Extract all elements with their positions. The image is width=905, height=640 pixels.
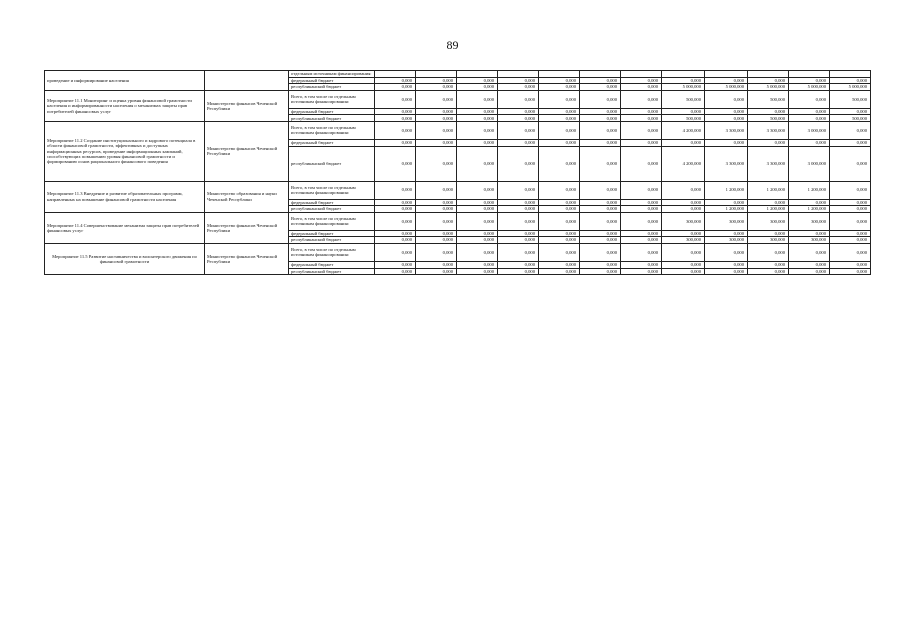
value-cell: 0,000 <box>705 199 748 206</box>
value-cell: 0,000 <box>375 108 416 115</box>
value-cell: 0,000 <box>621 199 662 206</box>
value-cell: 0,000 <box>498 121 539 139</box>
value-cell: 500,000 <box>830 115 871 122</box>
value-cell: 0,000 <box>375 237 416 244</box>
funding-source-cell: федеральный бюджет <box>289 199 375 206</box>
value-cell: 0,000 <box>580 199 621 206</box>
funding-source-cell: республиканский бюджет <box>289 115 375 122</box>
value-cell: 0,000 <box>416 121 457 139</box>
budget-table <box>44 70 871 275</box>
value-cell: 0,000 <box>416 206 457 213</box>
value-cell: 0,000 <box>375 268 416 275</box>
value-cell: 1 200,000 <box>705 206 748 213</box>
value-cell: 0,000 <box>580 181 621 199</box>
value-cell: 0,000 <box>375 206 416 213</box>
measure-cell: проведение и информирование населения <box>45 71 205 91</box>
organization-cell: Министерство финансов Чеченской Республики <box>205 243 289 274</box>
value-cell: 0,000 <box>375 181 416 199</box>
page-number: 89 <box>446 38 459 52</box>
value-cell: 0,000 <box>498 261 539 268</box>
value-cell: 0,000 <box>457 212 498 230</box>
value-cell: 0,000 <box>539 261 580 268</box>
table-row <box>45 181 871 199</box>
value-cell: 0,000 <box>662 268 705 275</box>
value-cell: 0,000 <box>830 212 871 230</box>
value-cell: 0,000 <box>416 199 457 206</box>
value-cell: 0,000 <box>621 206 662 213</box>
value-cell: 0,000 <box>539 77 580 84</box>
value-cell: 0,000 <box>457 108 498 115</box>
value-cell: 500,000 <box>748 115 789 122</box>
funding-source-cell: республиканский бюджет <box>289 146 375 181</box>
value-cell: 0,000 <box>580 139 621 146</box>
value-cell: 0,000 <box>621 108 662 115</box>
value-cell: 0,000 <box>539 84 580 91</box>
value-cell: 500,000 <box>748 90 789 108</box>
value-cell: 0,000 <box>416 146 457 181</box>
value-cell: 0,000 <box>539 212 580 230</box>
funding-source-cell: республиканский бюджет <box>289 268 375 275</box>
value-cell: 0,000 <box>705 90 748 108</box>
value-cell: 0,000 <box>539 146 580 181</box>
value-cell: 0,000 <box>830 230 871 237</box>
value-cell: 3 300,000 <box>748 146 789 181</box>
value-cell: 300,000 <box>662 212 705 230</box>
funding-source-cell: федеральный бюджет <box>289 139 375 146</box>
value-cell: 0,000 <box>789 139 830 146</box>
organization-cell: Министерство финансов Чеченской Республики <box>205 90 289 121</box>
measure-cell: Мероприятие 11.1 Мониторинг и оценка уровня финансовой грамотности населения и информированности населения о механизмах защиты прав потребителей финансовых услуг <box>45 90 205 121</box>
value-cell: 0,000 <box>457 115 498 122</box>
funding-source-cell: Всего, в том числе по отдельным источникам финансирования: <box>289 121 375 139</box>
value-cell: 0,000 <box>375 77 416 84</box>
organization-cell: Министерство финансов Чеченской Республики <box>205 212 289 243</box>
value-cell: 0,000 <box>457 237 498 244</box>
value-cell: 0,000 <box>539 115 580 122</box>
value-cell: 0,000 <box>621 243 662 261</box>
value-cell: 5 000,000 <box>705 84 748 91</box>
value-cell: 0,000 <box>830 146 871 181</box>
value-cell <box>416 71 457 78</box>
value-cell: 0,000 <box>621 212 662 230</box>
value-cell <box>375 71 416 78</box>
funding-source-cell: Всего, в том числе по отдельным источникам финансирования: <box>289 212 375 230</box>
value-cell: 0,000 <box>539 139 580 146</box>
value-cell: 0,000 <box>830 206 871 213</box>
value-cell: 0,000 <box>457 181 498 199</box>
funding-source-cell: федеральный бюджет <box>289 261 375 268</box>
value-cell: 0,000 <box>830 181 871 199</box>
table-row <box>45 212 871 230</box>
value-cell: 0,000 <box>748 77 789 84</box>
value-cell: 0,000 <box>375 261 416 268</box>
value-cell <box>498 71 539 78</box>
value-cell: 0,000 <box>705 230 748 237</box>
value-cell: 0,000 <box>416 237 457 244</box>
value-cell: 0,000 <box>748 268 789 275</box>
value-cell: 0,000 <box>662 243 705 261</box>
value-cell: 0,000 <box>375 90 416 108</box>
value-cell: 0,000 <box>539 199 580 206</box>
value-cell: 0,000 <box>705 243 748 261</box>
value-cell: 0,000 <box>830 243 871 261</box>
measure-cell: Мероприятие 11.3 Внедрение и развитие образовательных программ, направленных на повышение финансовой грамотности населения <box>45 181 205 212</box>
value-cell: 0,000 <box>539 268 580 275</box>
value-cell: 0,000 <box>457 199 498 206</box>
value-cell: 300,000 <box>705 212 748 230</box>
value-cell: 3 300,000 <box>705 146 748 181</box>
value-cell: 0,000 <box>416 261 457 268</box>
value-cell <box>457 71 498 78</box>
value-cell: 0,000 <box>580 84 621 91</box>
value-cell: 0,000 <box>580 212 621 230</box>
value-cell: 0,000 <box>662 230 705 237</box>
value-cell: 0,000 <box>375 199 416 206</box>
value-cell: 3 000,000 <box>789 121 830 139</box>
value-cell: 300,000 <box>789 212 830 230</box>
value-cell: 0,000 <box>498 84 539 91</box>
value-cell <box>748 71 789 78</box>
value-cell: 1 200,000 <box>748 181 789 199</box>
value-cell: 4 200,000 <box>662 146 705 181</box>
value-cell: 0,000 <box>662 108 705 115</box>
value-cell: 0,000 <box>539 181 580 199</box>
table-row <box>45 71 871 78</box>
value-cell: 0,000 <box>457 230 498 237</box>
value-cell: 0,000 <box>375 115 416 122</box>
value-cell: 1 200,000 <box>789 181 830 199</box>
funding-source-cell: Всего, в том числе по отдельным источникам финансирования: <box>289 181 375 199</box>
value-cell <box>705 71 748 78</box>
table-row <box>45 243 871 261</box>
table-row <box>45 121 871 139</box>
budget-table-body <box>45 71 871 275</box>
value-cell: 0,000 <box>621 230 662 237</box>
value-cell: 500,000 <box>830 90 871 108</box>
value-cell: 0,000 <box>621 77 662 84</box>
value-cell: 0,000 <box>498 230 539 237</box>
value-cell: 0,000 <box>789 115 830 122</box>
value-cell: 0,000 <box>498 139 539 146</box>
value-cell: 300,000 <box>705 237 748 244</box>
value-cell: 0,000 <box>457 84 498 91</box>
value-cell: 0,000 <box>580 121 621 139</box>
value-cell: 500,000 <box>662 115 705 122</box>
value-cell: 0,000 <box>621 115 662 122</box>
value-cell: 0,000 <box>498 206 539 213</box>
value-cell: 0,000 <box>416 84 457 91</box>
value-cell: 0,000 <box>621 90 662 108</box>
value-cell: 0,000 <box>539 243 580 261</box>
value-cell: 0,000 <box>580 90 621 108</box>
value-cell: 0,000 <box>457 243 498 261</box>
value-cell: 0,000 <box>748 139 789 146</box>
funding-source-cell: федеральный бюджет <box>289 230 375 237</box>
value-cell: 0,000 <box>416 108 457 115</box>
value-cell: 0,000 <box>830 77 871 84</box>
value-cell: 0,000 <box>498 181 539 199</box>
value-cell: 0,000 <box>498 146 539 181</box>
funding-source-cell: республиканский бюджет <box>289 84 375 91</box>
value-cell: 0,000 <box>830 199 871 206</box>
value-cell <box>789 71 830 78</box>
value-cell: 0,000 <box>830 237 871 244</box>
value-cell: 0,000 <box>416 243 457 261</box>
value-cell: 0,000 <box>830 121 871 139</box>
value-cell: 0,000 <box>789 268 830 275</box>
value-cell: 0,000 <box>498 108 539 115</box>
value-cell: 0,000 <box>830 261 871 268</box>
value-cell: 0,000 <box>789 108 830 115</box>
value-cell: 3 300,000 <box>748 121 789 139</box>
value-cell: 0,000 <box>375 84 416 91</box>
value-cell: 0,000 <box>580 77 621 84</box>
value-cell: 0,000 <box>457 121 498 139</box>
value-cell: 0,000 <box>789 243 830 261</box>
value-cell: 0,000 <box>662 139 705 146</box>
value-cell: 300,000 <box>748 212 789 230</box>
value-cell: 0,000 <box>498 237 539 244</box>
value-cell: 0,000 <box>705 139 748 146</box>
funding-source-cell: Всего, в том числе по отдельным источникам финансирования: <box>289 90 375 108</box>
value-cell: 0,000 <box>375 146 416 181</box>
value-cell: 0,000 <box>375 139 416 146</box>
funding-source-cell: республиканский бюджет <box>289 237 375 244</box>
value-cell: 0,000 <box>789 230 830 237</box>
value-cell: 0,000 <box>498 199 539 206</box>
measure-cell: Мероприятие 11.5 Развитие наставничества и волонтерского движения по финансовой грамотности <box>45 243 205 274</box>
value-cell: 0,000 <box>662 261 705 268</box>
value-cell: 1 200,000 <box>705 181 748 199</box>
value-cell: 0,000 <box>375 243 416 261</box>
value-cell <box>830 71 871 78</box>
value-cell: 300,000 <box>789 237 830 244</box>
value-cell: 0,000 <box>621 237 662 244</box>
value-cell <box>662 71 705 78</box>
value-cell: 0,000 <box>621 181 662 199</box>
value-cell: 0,000 <box>498 212 539 230</box>
value-cell <box>580 71 621 78</box>
organization-cell <box>205 71 289 91</box>
value-cell: 0,000 <box>580 108 621 115</box>
measure-cell: Мероприятие 11.4 Совершенствование механизма защиты прав потребителей финансовых услуг <box>45 212 205 243</box>
value-cell: 300,000 <box>748 237 789 244</box>
value-cell: 0,000 <box>748 230 789 237</box>
value-cell: 0,000 <box>539 108 580 115</box>
value-cell: 0,000 <box>457 90 498 108</box>
value-cell: 0,000 <box>705 108 748 115</box>
value-cell: 0,000 <box>748 108 789 115</box>
value-cell: 0,000 <box>498 77 539 84</box>
value-cell: 0,000 <box>457 77 498 84</box>
value-cell: 0,000 <box>748 199 789 206</box>
value-cell: 0,000 <box>705 77 748 84</box>
value-cell: 0,000 <box>375 230 416 237</box>
value-cell: 0,000 <box>416 90 457 108</box>
value-cell: 0,000 <box>498 268 539 275</box>
value-cell: 0,000 <box>705 115 748 122</box>
value-cell: 0,000 <box>539 230 580 237</box>
value-cell: 0,000 <box>662 206 705 213</box>
value-cell: 0,000 <box>621 139 662 146</box>
value-cell: 0,000 <box>748 243 789 261</box>
value-cell: 0,000 <box>580 237 621 244</box>
value-cell <box>621 71 662 78</box>
value-cell: 500,000 <box>662 90 705 108</box>
value-cell: 0,000 <box>830 268 871 275</box>
value-cell: 5 000,000 <box>662 84 705 91</box>
value-cell: 0,000 <box>621 146 662 181</box>
value-cell: 0,000 <box>375 212 416 230</box>
organization-cell: Министерство финансов Чеченской Республики <box>205 121 289 181</box>
value-cell: 0,000 <box>539 121 580 139</box>
organization-cell: Министерство образования и науки Чеченской Республики <box>205 181 289 212</box>
value-cell: 4 200,000 <box>662 121 705 139</box>
value-cell: 0,000 <box>830 108 871 115</box>
value-cell: 3 300,000 <box>705 121 748 139</box>
value-cell: 0,000 <box>830 139 871 146</box>
value-cell: 5 000,000 <box>830 84 871 91</box>
value-cell: 0,000 <box>457 206 498 213</box>
value-cell: 0,000 <box>621 268 662 275</box>
value-cell: 0,000 <box>580 261 621 268</box>
value-cell: 0,000 <box>789 199 830 206</box>
funding-source-cell: Всего, в том числе по отдельным источникам финансирования: <box>289 243 375 261</box>
value-cell: 0,000 <box>539 237 580 244</box>
value-cell: 0,000 <box>457 139 498 146</box>
value-cell: 0,000 <box>416 268 457 275</box>
value-cell: 1 200,000 <box>789 206 830 213</box>
value-cell <box>539 71 580 78</box>
value-cell: 0,000 <box>457 146 498 181</box>
value-cell: 0,000 <box>621 261 662 268</box>
value-cell: 0,000 <box>416 77 457 84</box>
value-cell: 0,000 <box>416 139 457 146</box>
value-cell: 0,000 <box>416 230 457 237</box>
value-cell: 0,000 <box>416 212 457 230</box>
value-cell: 1 200,000 <box>748 206 789 213</box>
funding-source-cell: федеральный бюджет <box>289 108 375 115</box>
value-cell: 0,000 <box>580 230 621 237</box>
value-cell: 0,000 <box>580 206 621 213</box>
value-cell: 0,000 <box>416 181 457 199</box>
value-cell: 0,000 <box>705 268 748 275</box>
value-cell: 0,000 <box>539 206 580 213</box>
funding-source-cell: республиканский бюджет <box>289 206 375 213</box>
value-cell: 300,000 <box>662 237 705 244</box>
value-cell: 0,000 <box>580 268 621 275</box>
value-cell: 0,000 <box>789 90 830 108</box>
value-cell: 3 000,000 <box>789 146 830 181</box>
value-cell: 0,000 <box>498 90 539 108</box>
value-cell: 5 000,000 <box>789 84 830 91</box>
value-cell: 0,000 <box>457 268 498 275</box>
value-cell: 0,000 <box>662 77 705 84</box>
value-cell: 0,000 <box>789 261 830 268</box>
value-cell: 0,000 <box>621 121 662 139</box>
value-cell: 0,000 <box>748 261 789 268</box>
funding-source-cell: федеральный бюджет <box>289 77 375 84</box>
value-cell: 0,000 <box>580 115 621 122</box>
value-cell: 0,000 <box>662 181 705 199</box>
value-cell: 5 000,000 <box>748 84 789 91</box>
value-cell: 0,000 <box>662 199 705 206</box>
value-cell: 0,000 <box>539 90 580 108</box>
value-cell: 0,000 <box>457 261 498 268</box>
value-cell: 0,000 <box>416 115 457 122</box>
value-cell: 0,000 <box>375 121 416 139</box>
value-cell: 0,000 <box>498 243 539 261</box>
value-cell: 0,000 <box>621 84 662 91</box>
measure-cell: Мероприятие 11.2 Создание институционального и кадрового потенциала в области финансовой грамотности, эффективных и доступных информационных ресурсов, проведение информационных кампаний, способствующих повышению уровня финансовой грамотности и формированию основ рационального финансового поведения <box>45 121 205 181</box>
value-cell: 0,000 <box>789 77 830 84</box>
value-cell: 0,000 <box>705 261 748 268</box>
value-cell: 0,000 <box>498 115 539 122</box>
funding-source-cell: отдельным источникам финансирования: <box>289 71 375 78</box>
value-cell: 0,000 <box>580 146 621 181</box>
table-row <box>45 90 871 108</box>
value-cell: 0,000 <box>580 243 621 261</box>
